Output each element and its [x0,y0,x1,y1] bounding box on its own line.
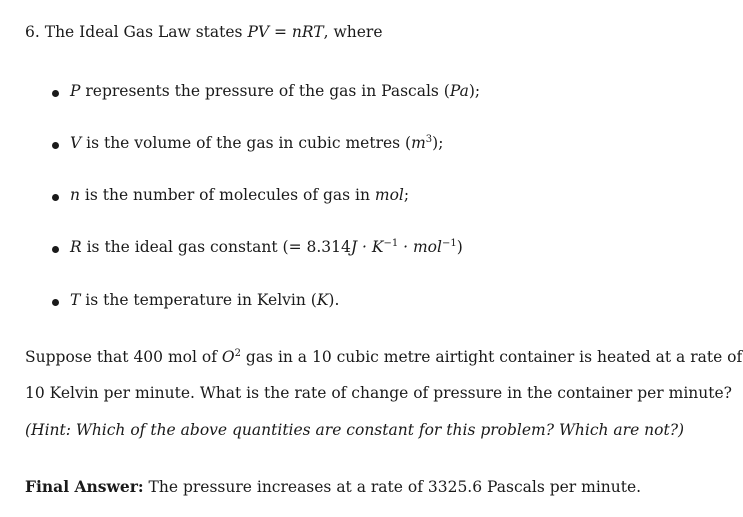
final-answer-text: The pressure increases at a rate of 3325.6 Pascals per minute. [143,478,642,496]
question-header [25,22,383,42]
bullet-dot [52,299,59,306]
symbol-t: T [70,291,81,309]
unit-k: K [316,291,329,309]
final-answer-label: Final Answer: [25,477,144,496]
symbol-p: P [70,82,81,100]
equation-equals: = [269,23,292,41]
list-item-text: represents the pressure of the gas in Pascals ( [80,82,450,100]
hint-text: (Hint: Which of the above quantities are constant for this problem? Which are not?) [25,421,685,439]
list-item-moles [70,185,409,205]
equation-lhs: PV [247,23,270,41]
symbol-v: V [70,134,82,152]
final-answer [25,477,641,497]
symbol-n: n [70,186,80,204]
oxygen-symbol: O [221,348,235,366]
bullet-dot [52,194,59,201]
list-item-temperature [70,290,339,310]
bullet-dot [52,142,59,149]
problem-text: gas in a 10 cubic metre airtight container is heated at a rate of [240,348,743,366]
unit-exponent: −1 [441,238,457,249]
unit-pa: Pa [449,82,469,100]
list-item-pressure [70,81,480,101]
unit-mol: mol [374,186,404,204]
list-item-gas-constant [70,237,463,257]
list-item-text: is the number of molecules of gas in [79,186,375,204]
unit-j-k: J · K [350,238,384,256]
question-intro-tail: , where [323,23,383,41]
list-item-text: is the ideal gas constant (= 8.314 [81,238,351,256]
symbol-r: R [70,238,82,256]
problem-text: Suppose that 400 mol of [25,348,222,366]
unit-mol: · mol [398,238,442,256]
unit-exponent: 3 [425,134,433,145]
unit-exponent: −1 [383,238,399,249]
list-item-tail: ); [432,134,444,152]
problem-line-1 [25,347,742,367]
bullet-dot [52,90,59,97]
equation-rhs: nRT [291,23,324,41]
list-item-tail: ; [403,186,410,204]
oxygen-superscript: 2 [234,348,241,359]
list-item-tail: ) [456,238,463,256]
list-item-text: is the volume of the gas in cubic metres ( [81,134,412,152]
bullet-dot [52,246,59,253]
problem-line-2: 10 Kelvin per minute. What is the rate of change of pressure in the container per minute? [25,384,732,402]
unit-m: m [411,134,426,152]
list-item-text: is the temperature in Kelvin ( [80,291,317,309]
list-item-tail: ). [328,291,340,309]
list-item-volume [70,133,443,153]
question-intro: The Ideal Gas Law states [44,23,243,41]
list-item-tail: ); [468,82,481,100]
question-number: 6. [25,23,40,41]
